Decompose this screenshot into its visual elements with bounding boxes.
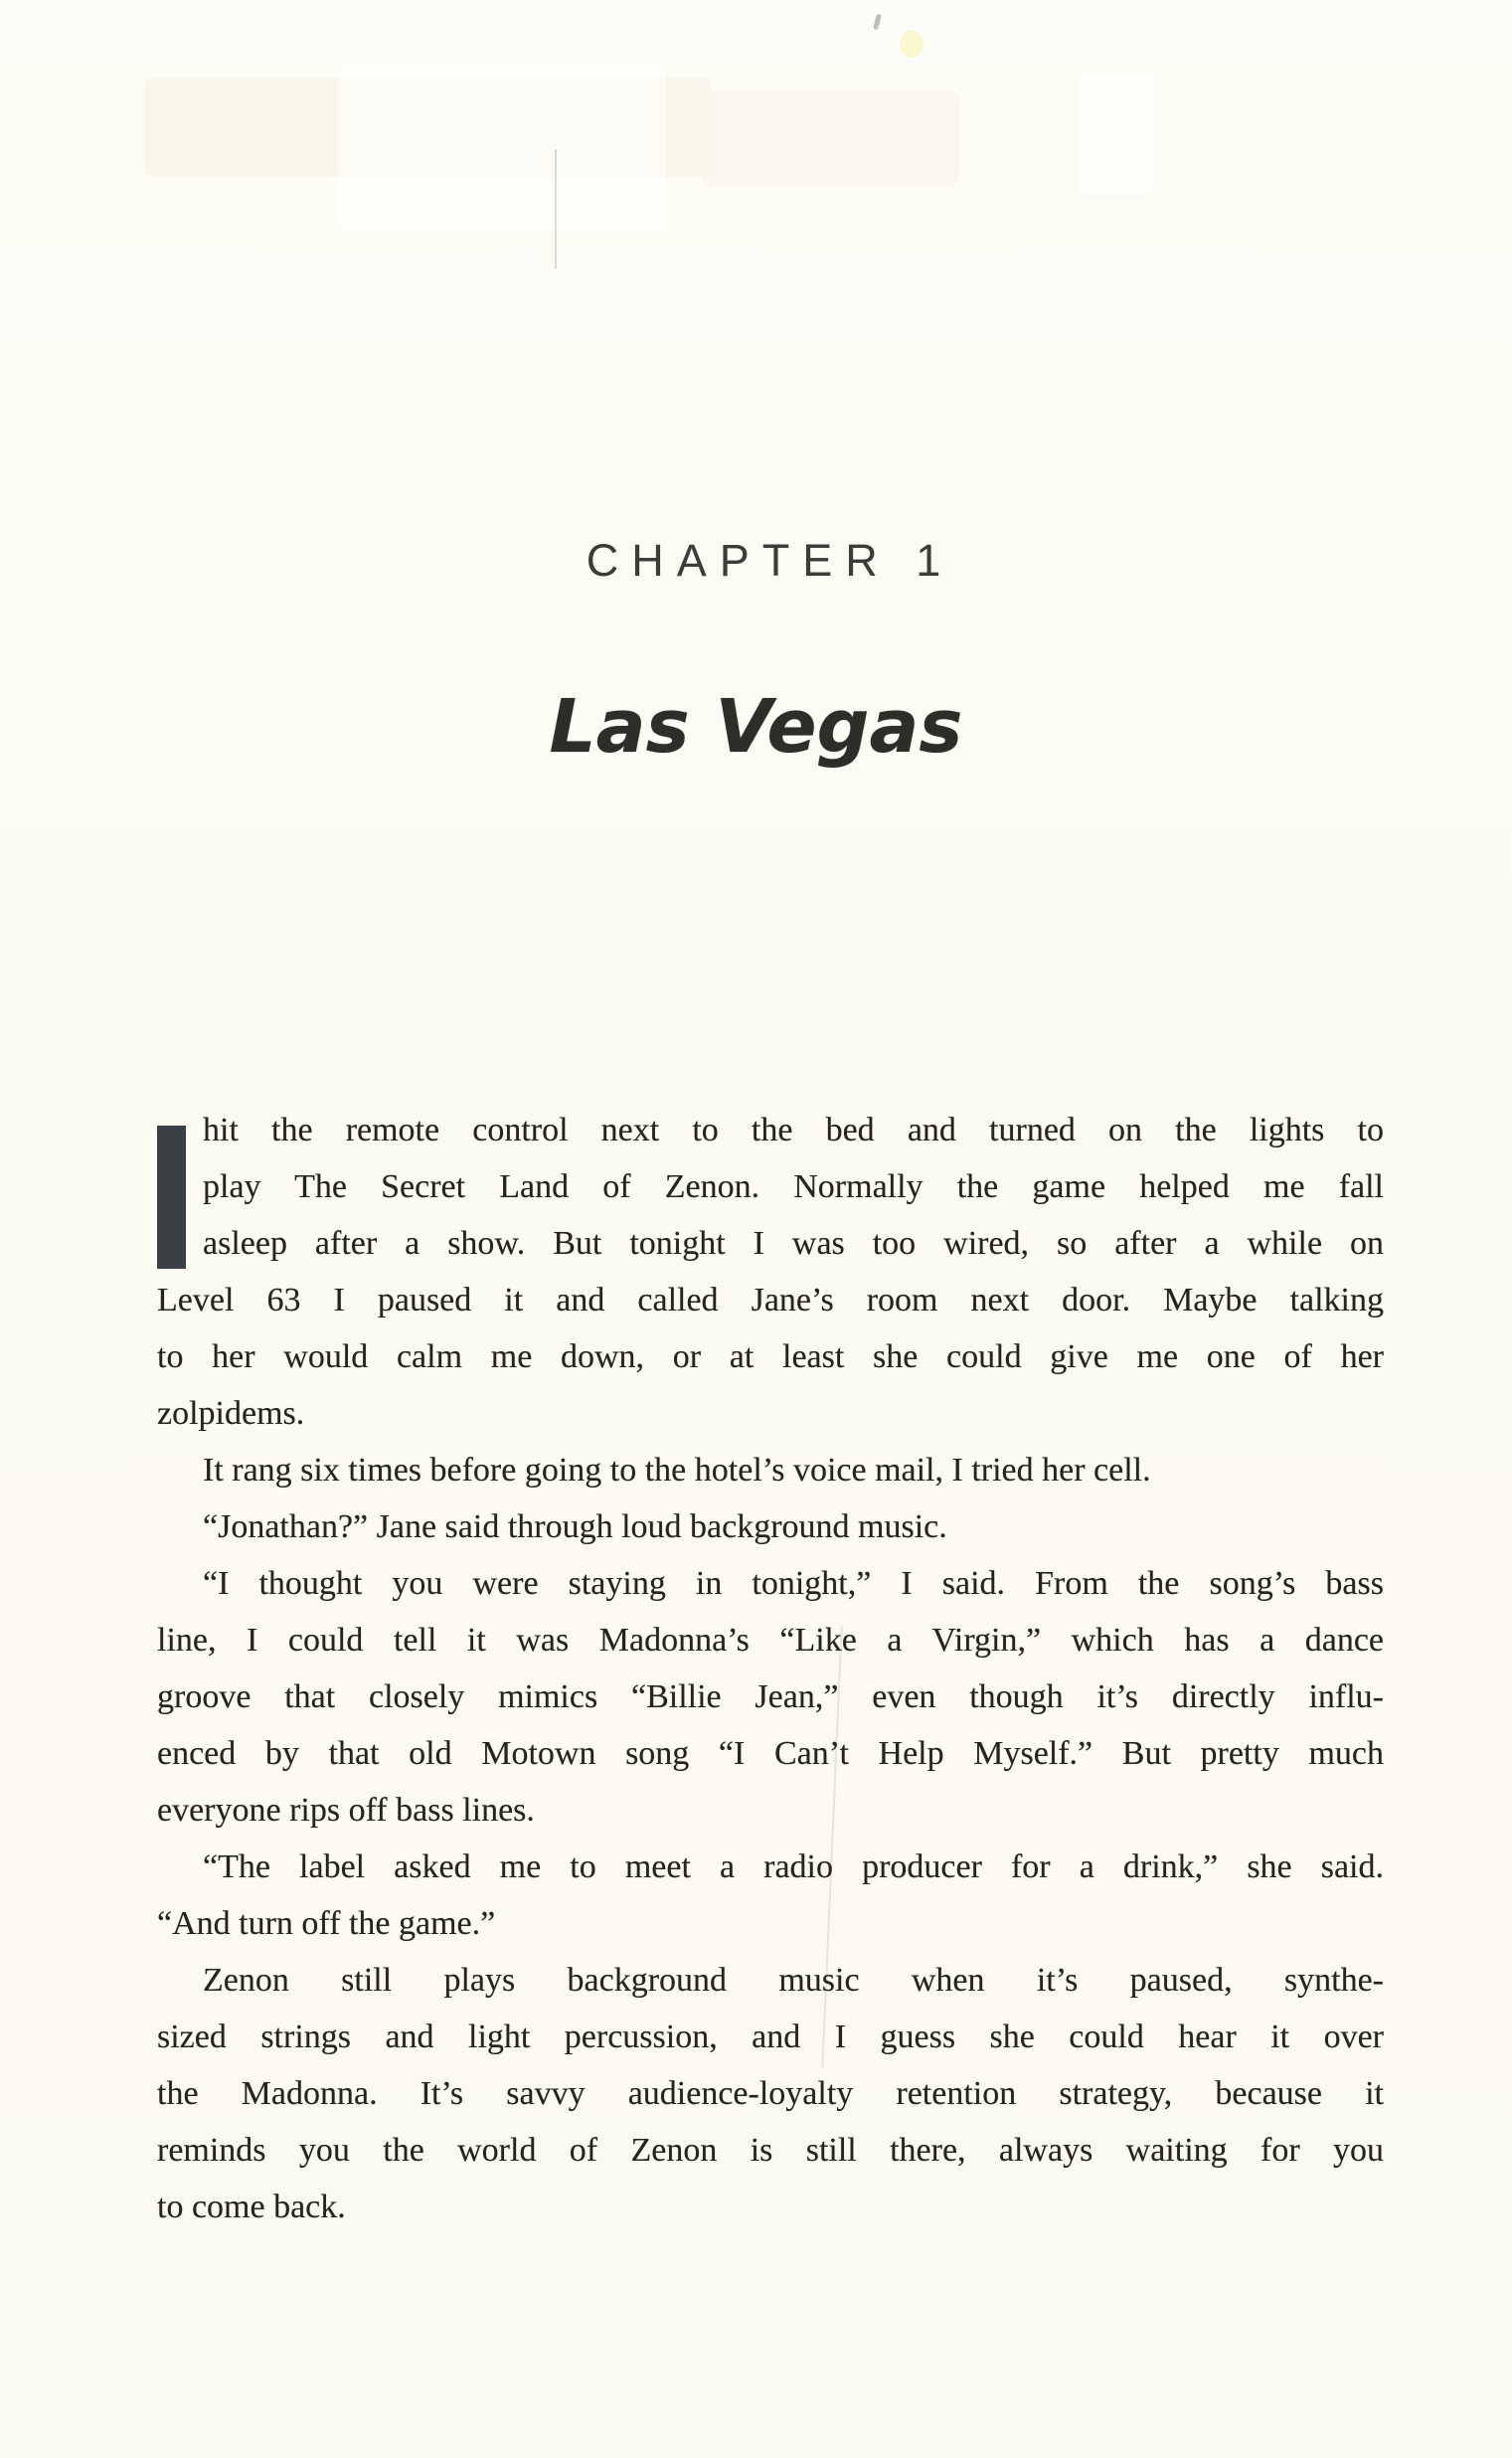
text-line: It rang six times before going to the hotel’s voice mail, I tried her cell. [203, 1452, 1151, 1489]
text-line: line, I could tell it was Madonna’s “Like a Virgin,” which has a dance [157, 1622, 1384, 1659]
bleed-through-mark [1079, 75, 1153, 194]
text-line: enced by that old Motown song “I Can’t Help Myself.” But pretty much [157, 1735, 1384, 1772]
text-line: “And turn off the game.” [157, 1905, 496, 1942]
chapter-title: Las Vegas [549, 684, 963, 770]
text-line: asleep after a show. But tonight I was too wired, so after a while on [203, 1225, 1384, 1262]
text-line: “I thought you were staying in tonight,” I said. From the song’s bass [203, 1565, 1384, 1602]
drop-cap-glyph [157, 1126, 186, 1269]
text-line: zolpidems. [157, 1395, 305, 1432]
text-line: Zenon still plays background music when it’s paused, synthe- [203, 1962, 1384, 1999]
drop-cap-letter-i [157, 1126, 186, 1269]
text-line: Level 63 I paused it and called Jane’s room next door. Maybe talking [157, 1282, 1384, 1318]
text-line: the Madonna. It’s savvy audience-loyalty retention strategy, because it [157, 2075, 1384, 2112]
bleed-through-mark [144, 78, 711, 177]
text-line: “Jonathan?” Jane said through loud background music. [203, 1508, 947, 1545]
text-line: to come back. [157, 2189, 346, 2225]
text-line: hit the remote control next to the bed and turned on the lights to [203, 1112, 1384, 1148]
text-line: play The Secret Land of Zenon. Normally the game helped me fall [203, 1168, 1384, 1205]
bleed-through-mark [701, 91, 959, 186]
bleed-through-mark [338, 66, 666, 230]
paper-speck [873, 14, 882, 31]
paper-crease [555, 149, 557, 268]
text-line: everyone rips off bass lines. [157, 1792, 535, 1829]
chapter-label: CHAPTER 1 [586, 535, 954, 586]
paper-speck [900, 30, 924, 58]
text-line: reminds you the world of Zenon is still there, always waiting for you [157, 2132, 1384, 2169]
text-line: “The label asked me to meet a radio producer for a drink,” she said. [203, 1848, 1384, 1885]
text-line: to her would calm me down, or at least she could give me one of her [157, 1338, 1384, 1375]
text-line: groove that closely mimics “Billie Jean,” even though it’s directly influ- [157, 1678, 1384, 1715]
text-line: sized strings and light percussion, and I guess she could hear it over [157, 2019, 1384, 2055]
body-text [157, 1102, 1384, 2235]
